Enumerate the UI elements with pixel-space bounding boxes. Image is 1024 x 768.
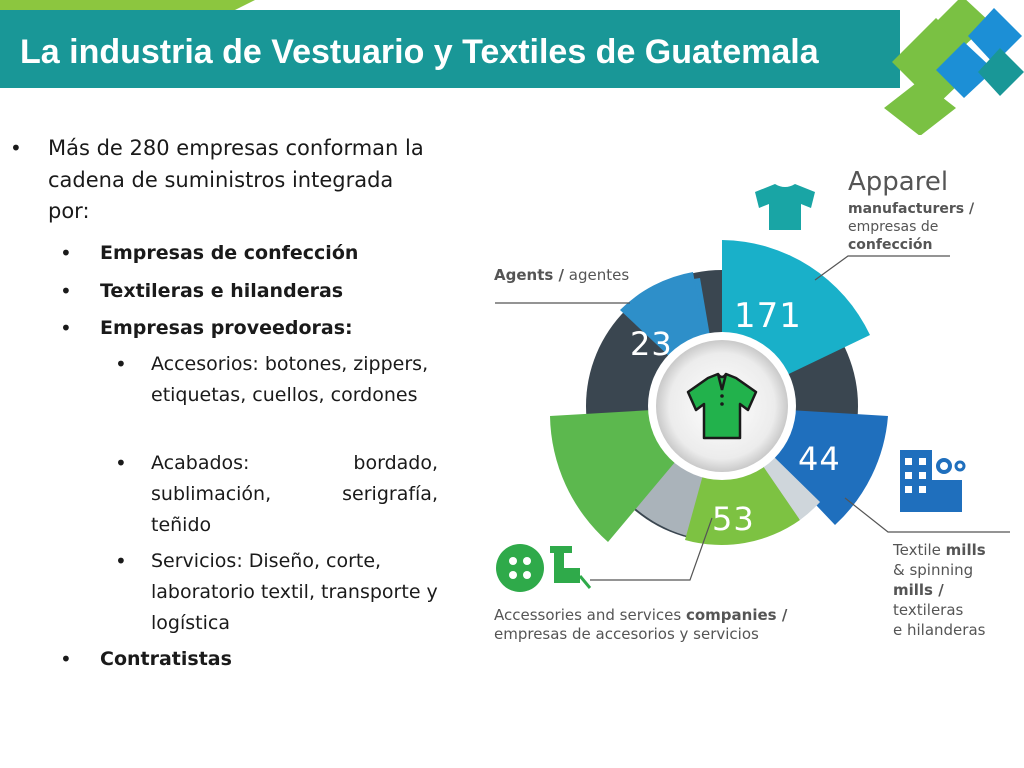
bullet-item-confeccion [60, 238, 440, 269]
tshirt-icon [755, 184, 815, 230]
apparel-label-line3: empresas de [848, 219, 939, 235]
accessories-label-line2: empresas de accesorios y servicios [494, 625, 759, 643]
agents-label [494, 266, 629, 284]
accessories-label-line1a: Accessories and services [494, 606, 686, 624]
bullet-sub-servicios [115, 546, 438, 639]
bullet-item-proveedoras [60, 313, 440, 344]
bullet-dot: • [60, 316, 72, 340]
bullet-dot: • [115, 352, 127, 376]
apparel-label-line2: manufacturers / [848, 201, 975, 217]
sewing-machine-icon [550, 546, 590, 588]
bullet-dot: • [10, 136, 22, 160]
factory-icon [900, 450, 964, 512]
button-icon [496, 544, 544, 592]
leader-line-apparel [815, 256, 950, 280]
accessories-label-line1 [494, 606, 787, 625]
agents-count: 23 [630, 325, 673, 363]
bullet-item-text: Contratistas [100, 648, 232, 670]
bullet-item-text: Empresas de confección [100, 242, 359, 264]
textile-label-line1 [893, 540, 986, 560]
slide-title: La industria de Vestuario y Textiles de Guatemala [20, 33, 819, 71]
textile-label-line2: & spinning [893, 561, 974, 579]
textile-label-line5: e hilanderas [893, 621, 986, 639]
textile-count: 44 [798, 440, 841, 478]
accessories-count: 53 [712, 500, 755, 538]
bullet-dot: • [60, 647, 72, 671]
bullet-sub-accesorios [115, 349, 438, 411]
bullet-intro-text: Más de 280 empresas conforman la cadena de suministros integrada por: [48, 136, 424, 223]
textile-label [893, 540, 986, 640]
diamond-tile-teal [978, 48, 1024, 96]
agents-label-bold: Agents / [494, 266, 564, 284]
supply-chain-infographic [480, 160, 1010, 660]
bullet-item-textileras [60, 276, 440, 307]
bullet-dot: • [60, 279, 72, 303]
bullet-intro [10, 133, 438, 228]
textile-label-line1a: Textile [893, 541, 946, 559]
bullet-sub-text: Servicios: Diseño, corte, laboratorio textil, transporte y logística [151, 550, 438, 634]
apparel-label-line4: confección [848, 237, 933, 253]
bullet-sub-text: Acabados: bordado, sublimación, serigrafía, teñido [151, 452, 438, 536]
apparel-count: 171 [734, 296, 802, 336]
bullet-dot: • [115, 451, 127, 475]
apparel-label-title: Apparel [848, 167, 949, 197]
agents-label-light: agentes [564, 266, 630, 284]
textile-label-line4: textileras [893, 601, 964, 619]
textile-label-line1b: mills [945, 541, 986, 559]
bullet-dot: • [115, 549, 127, 573]
bullet-sub-text: Accesorios: botones, zippers, etiquetas, cuellos, cordones [151, 353, 429, 406]
bullet-dot: • [60, 241, 72, 265]
accessories-label-line1b: companies / [685, 606, 788, 624]
slide-header [0, 0, 1024, 135]
bullet-item-contratistas [60, 644, 440, 675]
bullet-item-text: Textileras e hilanderas [100, 280, 344, 302]
bullet-sub-acabados [115, 448, 438, 541]
textile-label-line3: mills / [893, 581, 944, 599]
bullet-item-text: Empresas proveedoras: [100, 317, 353, 339]
accessories-label [494, 606, 787, 644]
